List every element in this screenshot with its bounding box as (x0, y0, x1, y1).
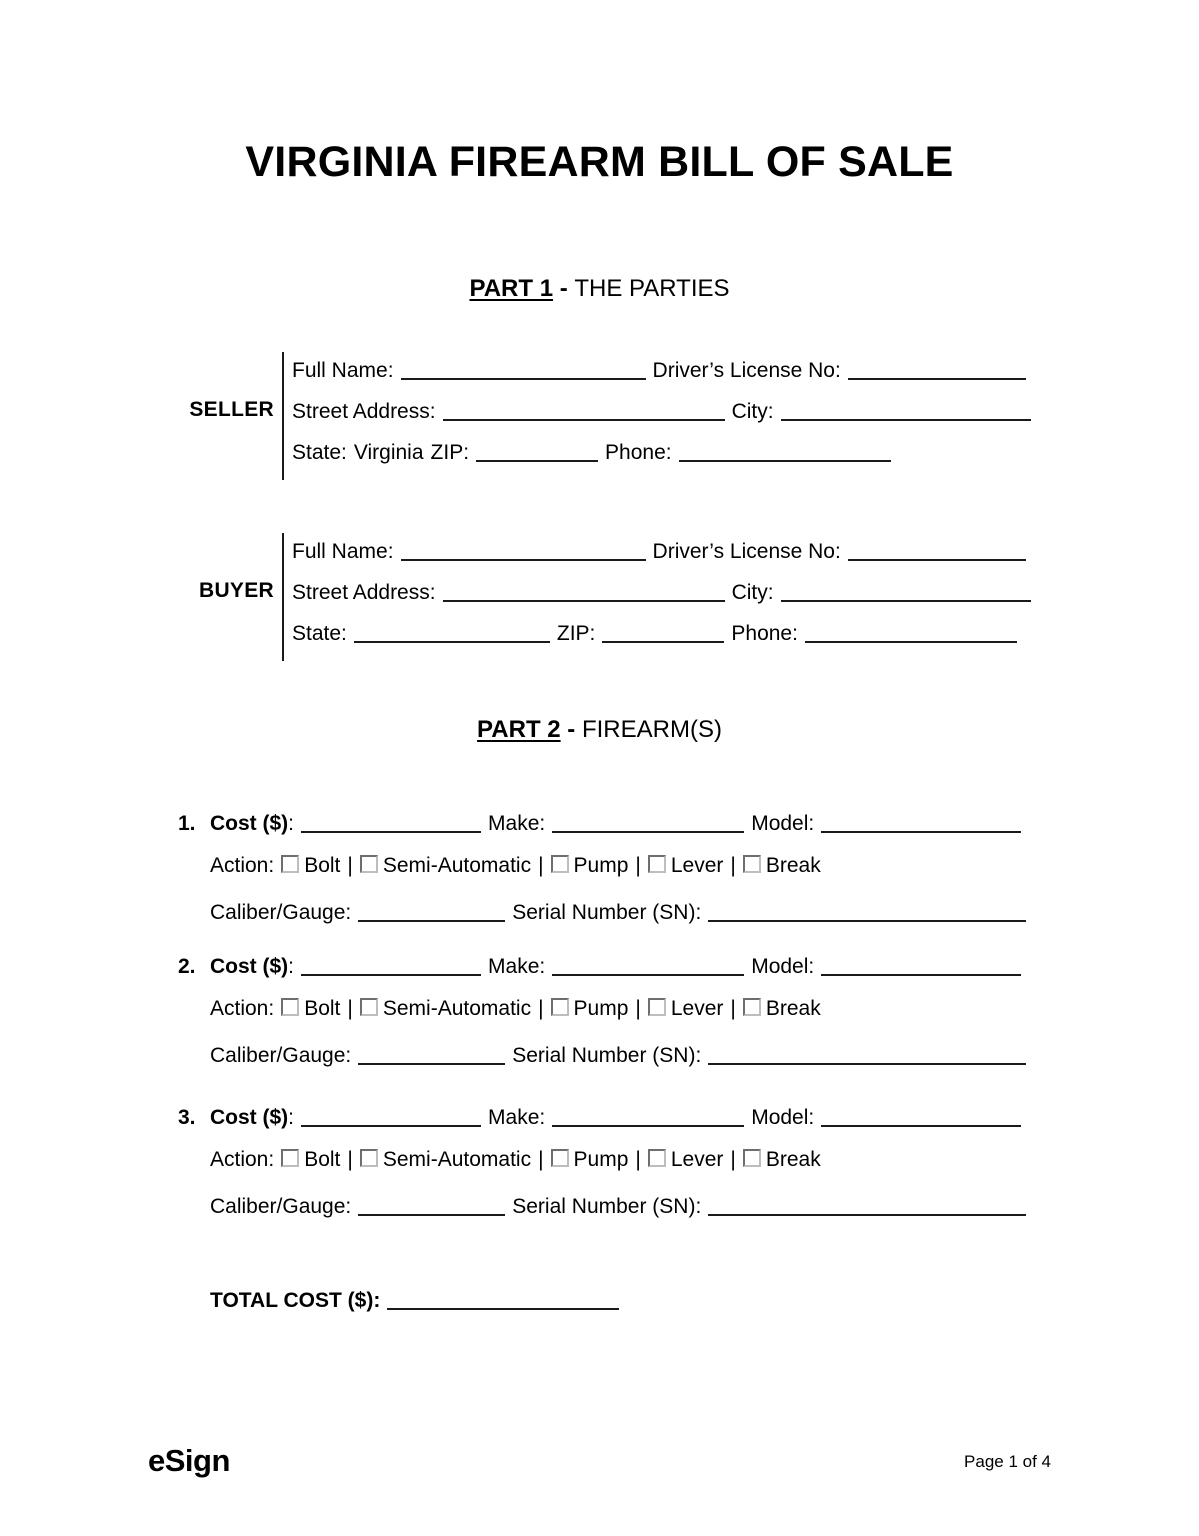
seller-full-name-label: Full Name: (292, 359, 394, 382)
firearm-caliber-row (210, 1183, 1058, 1230)
action-option-semi-automatic: Semi-Automatic (382, 854, 532, 877)
firearm-serial-label: Serial Number (SN): (512, 1195, 702, 1218)
firearm-make-label: Make: (488, 955, 546, 978)
firearm-serial-label: Serial Number (SN): (512, 1044, 702, 1067)
part-1-dash: - (553, 275, 575, 302)
firearm-make-input[interactable] (552, 1108, 744, 1127)
separator-4: | (730, 854, 736, 877)
separator-1: | (347, 997, 353, 1020)
seller-state-row (292, 432, 1058, 473)
part-2-label: FIREARM(S) (581, 716, 722, 743)
action-option-break: Break (765, 854, 821, 877)
firearm-action-label: Action: (210, 1148, 275, 1171)
separator-3: | (635, 1148, 641, 1171)
action-option-bolt: Bolt (304, 997, 341, 1020)
firearm-caliber-label: Caliber/Gauge: (210, 901, 352, 924)
firearm-action-row (210, 985, 1058, 1032)
firearm-entry (178, 806, 1058, 936)
firearm-caliber-label: Caliber/Gauge: (210, 1195, 352, 1218)
buyer-drivers-license-label: Driver’s License No: (652, 540, 841, 563)
firearm-action-row (210, 842, 1058, 889)
buyer-street-address-label: Street Address: (292, 581, 436, 604)
action-option-pump: Pump (573, 854, 629, 877)
action-option-break: Break (765, 1148, 821, 1171)
buyer-phone-input[interactable] (805, 624, 1017, 643)
part-2-heading (0, 716, 1199, 744)
seller-drivers-license-input[interactable] (848, 361, 1026, 380)
checkbox-pump[interactable] (551, 855, 569, 873)
total-cost-input[interactable] (387, 1291, 619, 1310)
checkbox-pump[interactable] (551, 1149, 569, 1167)
firearm-cost-input[interactable] (301, 1108, 481, 1127)
buyer-street-address-input[interactable] (443, 583, 725, 602)
separator-4: | (730, 997, 736, 1020)
seller-phone-label: Phone: (605, 441, 672, 464)
action-option-bolt: Bolt (304, 1148, 341, 1171)
seller-fields (292, 350, 1058, 473)
seller-zip-label: ZIP: (430, 441, 470, 464)
buyer-address-row (292, 572, 1058, 613)
firearm-model-input[interactable] (821, 814, 1021, 833)
firearm-cost-colon: : (288, 955, 295, 978)
firearm-action-label: Action: (210, 854, 275, 877)
part-2-dash: - (560, 716, 582, 743)
checkbox-bolt[interactable] (281, 855, 299, 873)
buyer-city-label: City: (731, 581, 774, 604)
buyer-phone-label: Phone: (731, 622, 798, 645)
separator-2: | (538, 1148, 544, 1171)
checkbox-bolt[interactable] (281, 1149, 299, 1167)
firearm-index: 2. (178, 955, 196, 978)
firearm-serial-label: Serial Number (SN): (512, 901, 702, 924)
checkbox-lever[interactable] (648, 1149, 666, 1167)
part-1-number: PART 1 (469, 275, 554, 302)
seller-divider (282, 352, 284, 480)
firearm-action-label: Action: (210, 997, 275, 1020)
buyer-zip-label: ZIP: (556, 622, 596, 645)
action-option-bolt: Bolt (304, 854, 341, 877)
firearm-make-label: Make: (488, 1106, 546, 1129)
buyer-full-name-label: Full Name: (292, 540, 394, 563)
firearm-model-label: Model: (751, 812, 815, 835)
seller-name-row (292, 350, 1058, 391)
buyer-city-input[interactable] (781, 583, 1031, 602)
total-cost-label: TOTAL COST ($): (210, 1289, 381, 1312)
seller-street-address-label: Street Address: (292, 400, 436, 423)
action-option-lever: Lever (670, 997, 724, 1020)
firearm-cost-colon: : (288, 812, 295, 835)
checkbox-lever[interactable] (648, 998, 666, 1016)
firearm-model-label: Model: (751, 955, 815, 978)
buyer-full-name-input[interactable] (401, 542, 646, 561)
checkbox-break[interactable] (743, 998, 761, 1016)
firearm-caliber-row (210, 889, 1058, 936)
firearm-cost-input[interactable] (301, 814, 481, 833)
seller-city-label: City: (731, 400, 774, 423)
firearm-model-input[interactable] (821, 957, 1021, 976)
firearm-serial-input[interactable] (708, 903, 1026, 922)
firearm-cost-row (210, 806, 1058, 842)
action-option-pump: Pump (573, 1148, 629, 1171)
firearm-model-input[interactable] (821, 1108, 1021, 1127)
action-option-semi-automatic: Semi-Automatic (382, 997, 532, 1020)
seller-zip-input[interactable] (476, 443, 598, 462)
action-option-lever: Lever (670, 1148, 724, 1171)
firearm-entry (178, 1100, 1058, 1230)
checkbox-break[interactable] (743, 855, 761, 873)
checkbox-bolt[interactable] (281, 998, 299, 1016)
firearm-make-input[interactable] (552, 957, 744, 976)
checkbox-lever[interactable] (648, 855, 666, 873)
separator-4: | (730, 1148, 736, 1171)
seller-drivers-license-label: Driver’s License No: (652, 359, 841, 382)
action-option-semi-automatic: Semi-Automatic (382, 1148, 532, 1171)
part-2-number: PART 2 (477, 716, 561, 743)
separator-2: | (538, 997, 544, 1020)
buyer-drivers-license-input[interactable] (848, 542, 1026, 561)
action-option-pump: Pump (573, 997, 629, 1020)
seller-address-row (292, 391, 1058, 432)
seller-role-label: SELLER (189, 398, 274, 421)
page-title: VIRGINIA FIREARM BILL OF SALE (245, 138, 954, 186)
checkbox-semi-automatic[interactable] (360, 998, 378, 1016)
action-option-lever: Lever (670, 854, 724, 877)
firearm-caliber-input[interactable] (358, 903, 505, 922)
part-1-label: THE PARTIES (574, 275, 730, 302)
firearm-serial-input[interactable] (708, 1197, 1026, 1216)
firearm-cost-label: Cost ($) (210, 812, 289, 835)
buyer-state-input[interactable] (354, 624, 550, 643)
seller-street-address-input[interactable] (443, 402, 725, 421)
buyer-role-label: BUYER (198, 579, 274, 602)
firearm-caliber-input[interactable] (358, 1197, 505, 1216)
buyer-divider (282, 533, 284, 661)
seller-section (178, 350, 1058, 478)
page-number: Page 1 of 4 (964, 1452, 1051, 1471)
seller-phone-input[interactable] (679, 443, 891, 462)
firearm-cost-row (210, 949, 1058, 985)
seller-state-label: State: (292, 441, 347, 464)
separator-1: | (347, 854, 353, 877)
separator-2: | (538, 854, 544, 877)
firearm-index: 1. (178, 812, 196, 835)
separator-1: | (347, 1148, 353, 1171)
action-option-break: Break (765, 997, 821, 1020)
separator-3: | (635, 997, 641, 1020)
firearm-cost-input[interactable] (301, 957, 481, 976)
checkbox-semi-automatic[interactable] (360, 1149, 378, 1167)
firearm-caliber-input[interactable] (358, 1046, 505, 1065)
part-1-heading (0, 275, 1199, 303)
firearm-cost-row (210, 1100, 1058, 1136)
buyer-section (178, 531, 1058, 659)
firearm-entry (178, 949, 1058, 1079)
firearm-cost-label: Cost ($) (210, 1106, 289, 1129)
firearm-caliber-row (210, 1032, 1058, 1079)
firearm-make-input[interactable] (552, 814, 744, 833)
seller-full-name-input[interactable] (401, 361, 646, 380)
esign-logo: eSign (148, 1443, 230, 1478)
firearm-cost-label: Cost ($) (210, 955, 289, 978)
buyer-zip-input[interactable] (602, 624, 724, 643)
buyer-state-row (292, 613, 1058, 654)
seller-city-input[interactable] (781, 402, 1031, 421)
buyer-state-label: State: (292, 622, 347, 645)
total-cost-row (210, 1289, 619, 1313)
checkbox-semi-automatic[interactable] (360, 855, 378, 873)
checkbox-break[interactable] (743, 1149, 761, 1167)
checkbox-pump[interactable] (551, 998, 569, 1016)
firearm-model-label: Model: (751, 1106, 815, 1129)
firearm-make-label: Make: (488, 812, 546, 835)
firearm-caliber-label: Caliber/Gauge: (210, 1044, 352, 1067)
separator-3: | (635, 854, 641, 877)
buyer-fields (292, 531, 1058, 654)
firearm-cost-colon: : (288, 1106, 295, 1129)
seller-state-value: Virginia (353, 441, 424, 464)
firearm-index: 3. (178, 1106, 196, 1129)
firearm-serial-input[interactable] (708, 1046, 1026, 1065)
buyer-name-row (292, 531, 1058, 572)
firearm-action-row (210, 1136, 1058, 1183)
